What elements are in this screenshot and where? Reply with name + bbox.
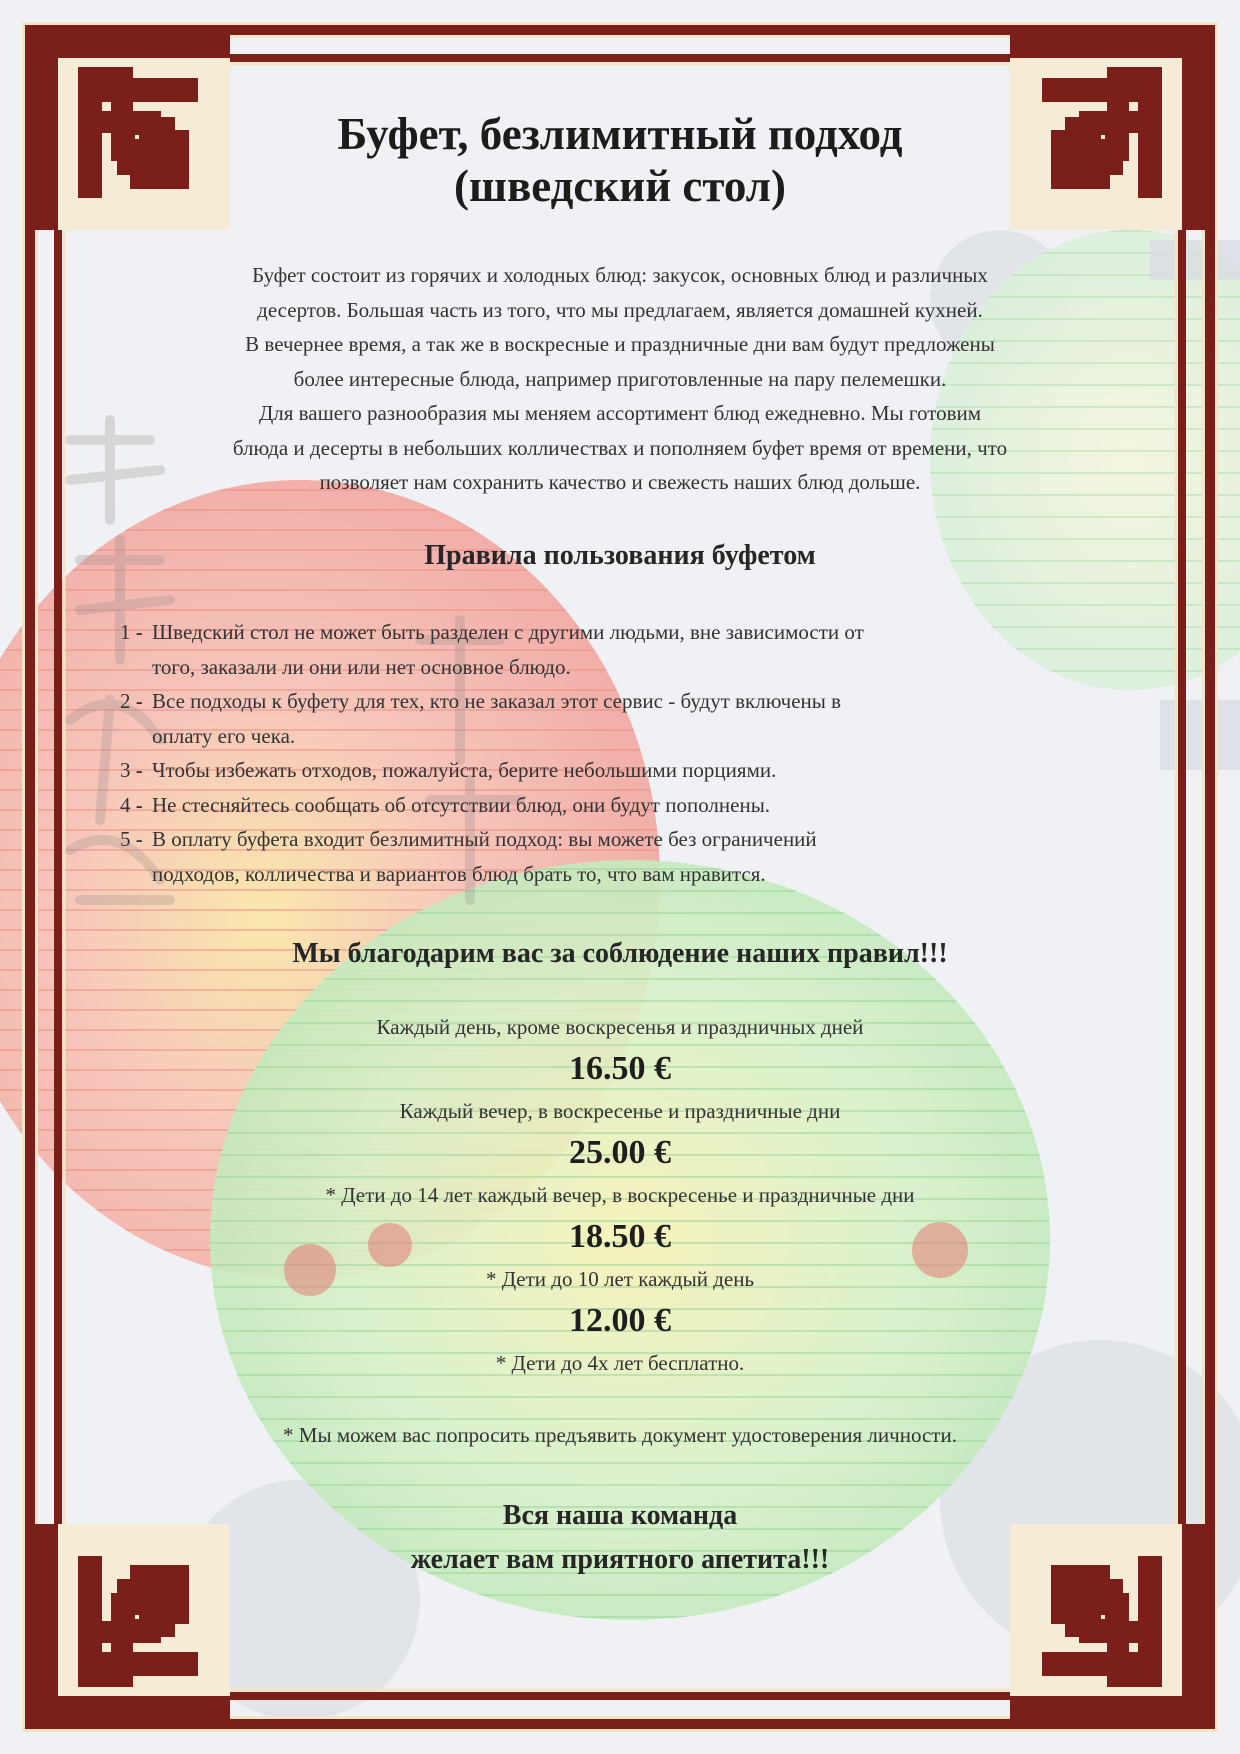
rules-heading: Правила пользования буфетом	[424, 540, 816, 571]
intro-line: Буфет состоит из горячих и холодных блюд: закусок, основных блюд и различных	[252, 263, 988, 287]
title-line-1: Буфет, безлимитный подход	[337, 109, 903, 159]
rule-number: 1	[120, 620, 131, 644]
rule-separator: -	[135, 792, 143, 817]
rule-item	[120, 822, 1000, 891]
rule-text-cont: того, заказали ли они или нет основное блюдо.	[152, 654, 571, 679]
rule-item	[120, 753, 1000, 788]
rule-separator: -	[135, 689, 143, 713]
price-label: Каждый день, кроме воскресенья и праздничных дней	[376, 1015, 864, 1039]
rule-item	[120, 788, 1000, 823]
rule-number: 5	[120, 827, 131, 851]
intro-line: В вечернее время, а так же в воскресные и праздничные дни вам будут предложены	[245, 332, 995, 356]
intro-line: блюда и десерты в небольших колличествах и пополняем буфет время от времени, что	[232, 435, 1008, 460]
thanks-heading: Мы благодарим вас за соблюдение наших правил!!!	[292, 938, 948, 969]
rule-separator: -	[135, 827, 143, 851]
rule-text-cont: подходов, колличества и вариантов блюд брать то, что вам нравится.	[152, 861, 766, 886]
rule-separator: -	[135, 620, 143, 644]
intro-paragraph	[150, 258, 1090, 500]
price-label: * Дети до 14 лет каждый вечер, в воскресенье и праздничные дни	[325, 1183, 915, 1207]
intro-line: Для вашего разнообразия мы меняем ассортимент блюд ежедневно. Мы готовим	[258, 401, 982, 425]
intro-line: более интересные блюда, например приготовленные на пару пелемешки.	[293, 366, 947, 391]
free-children-note: * Дети до 4х лет бесплатно.	[495, 1351, 745, 1375]
price-amount: 16.50 €	[569, 1050, 671, 1087]
rule-number: 3	[120, 758, 131, 782]
closing-line-1: Вся наша команда	[502, 1500, 738, 1531]
id-document-note: * Мы можем вас попросить предъявить документ удостоверения личности.	[283, 1423, 957, 1447]
intro-line: позволяет нам сохранить качество и свежесть наших блюд дольше.	[319, 470, 921, 494]
page-title	[0, 108, 1240, 212]
price-amount: 18.50 €	[569, 1218, 671, 1255]
rule-item	[120, 615, 1000, 684]
price-label: * Дети до 10 лет каждый день	[485, 1267, 755, 1291]
rule-text: В оплату буфета входит безлимитный подход: вы можете без ограничений	[152, 827, 817, 851]
price-amount: 25.00 €	[569, 1134, 671, 1171]
rule-text: Не стесняйтесь сообщать об отсутствии блюд, они будут пополнены.	[152, 792, 771, 817]
rule-number: 4	[120, 792, 131, 817]
rule-text-cont: оплату его чека.	[152, 723, 296, 748]
closing-line-2: желает вам приятного апетита!!!	[410, 1544, 830, 1575]
rule-text: Шведский стол не может быть разделен с другими людьми, вне зависимости от	[152, 620, 864, 644]
rule-number: 2	[120, 689, 131, 713]
price-label: Каждый вечер, в воскресенье и праздничные дни	[399, 1099, 841, 1123]
intro-line: десертов. Большая часть из того, что мы предлагаем, является домашней кухней.	[257, 297, 983, 322]
price-list	[0, 1010, 1240, 1380]
rule-text: Чтобы избежать отходов, пожалуйста, берите небольшими порциями.	[152, 758, 777, 782]
rule-item	[120, 684, 1000, 753]
title-line-2: (шведский стол)	[453, 161, 787, 211]
rule-separator: -	[135, 758, 143, 782]
closing-message	[0, 1494, 1240, 1582]
price-amount: 12.00 €	[569, 1302, 671, 1339]
rules-list	[120, 615, 1000, 891]
rule-text: Все подходы к буфету для тех, кто не заказал этот сервис - будут включены в	[152, 689, 842, 713]
